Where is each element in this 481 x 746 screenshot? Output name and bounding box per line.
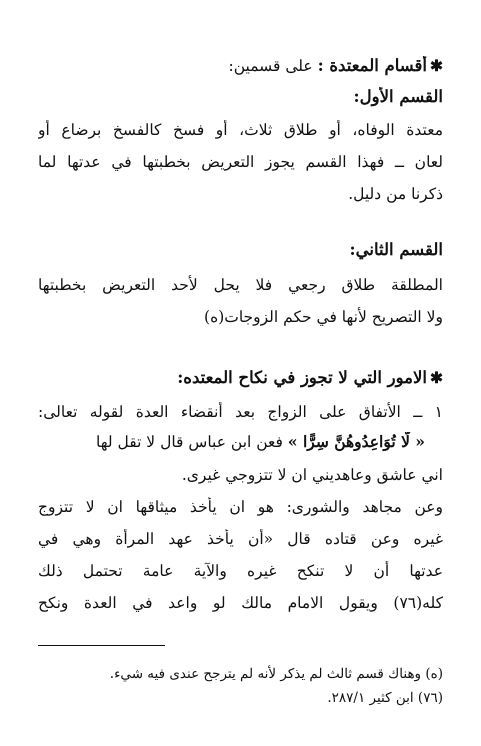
paragraph-line: غيره وعن قتاده قال «أن يأخذ عهد المرأة وهي في [38,530,443,548]
star-icon: ✱ [430,368,443,387]
footnote-text: وهناك قسم ثالث لم يذكر لأنه لم يترجح عندى فيه شيء. [109,666,422,682]
quote-rest-text: فعن ابن عباس قال لا تقل لها [95,433,283,451]
section-heading-text: الامور التي لا تجوز في نكاح المعتده: [177,368,427,387]
list-item-line [38,402,443,422]
quran-quote-line [38,432,425,452]
list-item-number: ١ ــ [413,403,443,421]
footnote-mark: (ه) [425,666,443,682]
paragraph-line: وعن مجاهد والشورى: هو ان يأخذ ميثاقها ان لا تتزوج [38,498,443,516]
section-heading-divisions [38,56,443,76]
section-heading-forbidden [38,368,443,388]
paragraph-line: معتدة الوفاه، أو طلاق ثلاث، أو فسخ كالفسخ برضاع أو [38,121,443,139]
footnote-text: ابن كثير ٢٨٧/١. [327,690,414,706]
list-item-text: الأتفاق على الزواج بعد أنقضاء العدة لقوله تعالى: [38,403,401,421]
footnote-divider [38,645,165,646]
part2-title: القسم الثاني: [349,240,443,259]
star-icon: ✱ [430,56,443,75]
quran-quote: « لَّا تُوَاعِدُوهُنَّ سِرًّا » [287,432,425,451]
section-heading-rest: على قسمين: [228,57,313,75]
section-heading-text: أقسام المعتدة : [317,56,427,75]
footnote [38,688,443,708]
paragraph-line: ذكرنا من دليل. [348,185,443,203]
paragraph-line: ولا التصريح لأنها في حكم الزوجات(ه) [204,308,443,326]
paragraph-line: كله(٧٦) ويقول الامام مالك لو واعد في العدة ونكح [38,594,443,612]
footnote [38,664,443,684]
paragraph-line: اني عاشق وعاهديني ان لا تتزوجي غيرى. [181,466,443,484]
paragraph-line: عدتها أن لا تنكح غيره والآية عامة تحتمل ذلك [38,562,443,580]
paragraph-line: المطلقة طلاق رجعي فلا يحل لأحد التعريض بخطبتها [38,276,443,294]
paragraph-line: لعان ــ فهذا القسم يجوز التعريض بخطبتها في عدتها لما [38,153,443,171]
part1-title: القسم الأول: [353,87,443,106]
footnote-mark: (٧٦) [417,690,443,706]
